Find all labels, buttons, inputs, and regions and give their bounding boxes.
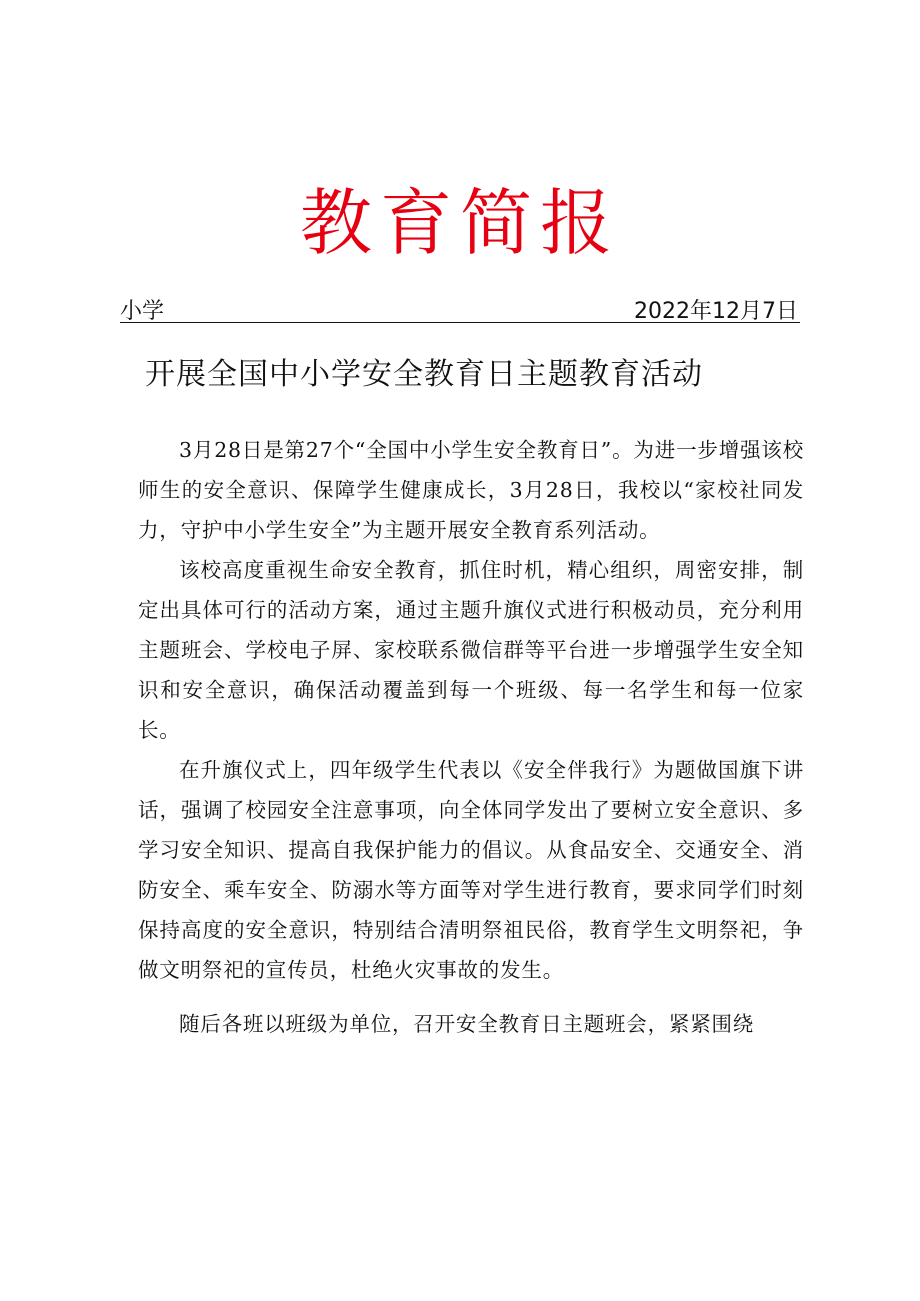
masthead-title: 教育简报: [299, 181, 620, 265]
paragraph-1: 3月28日是第27个“全国中小学生安全教育日”。为进一步增强该校师生的安全意识、保障学生健康成长，3月28日，我校以“家校社同发力，守护中小学生安全”为主题开展安全教育系列活动。: [138, 438, 804, 542]
paragraph-3: 在升旗仪式上，四年级学生代表以《安全伴我行》为题做国旗下讲话，强调了校园安全注意事项，向全体同学发出了要树立安全意识、多学习安全知识、提高自我保护能力的倡议。从食品安全、交通安全、消防安全、乘车安全、防溺水等方面等对学生进行教育，要求同学们时刻保持高度的安全意识，特别结合清明祭祖民俗，教育学生文明祭祀，争做文明祭祀的宣传员，杜绝火灾事故的发生。: [138, 758, 804, 982]
meta-line: [120, 292, 800, 323]
paragraph-2: 该校高度重视生命安全教育，抓住时机，精心组织，周密安排，制定出具体可行的活动方案，通过主题升旗仪式进行积极动员，充分利用主题班会、学校电子屏、家校联系微信群等平台进一步增强学生安全知识和安全意识，确保活动覆盖到每一个班级、每一名学生和每一位家长。: [138, 558, 804, 742]
issue-date: 2022年12月7日: [634, 299, 798, 324]
school-name: 小学: [120, 299, 165, 324]
article-body: [138, 430, 804, 1044]
article-headline: 开展全国中小学安全教育日主题教育活动: [145, 357, 703, 392]
paragraph-4: 随后各班以班级为单位，召开安全教育日主题班会，紧紧围绕: [179, 1012, 755, 1036]
